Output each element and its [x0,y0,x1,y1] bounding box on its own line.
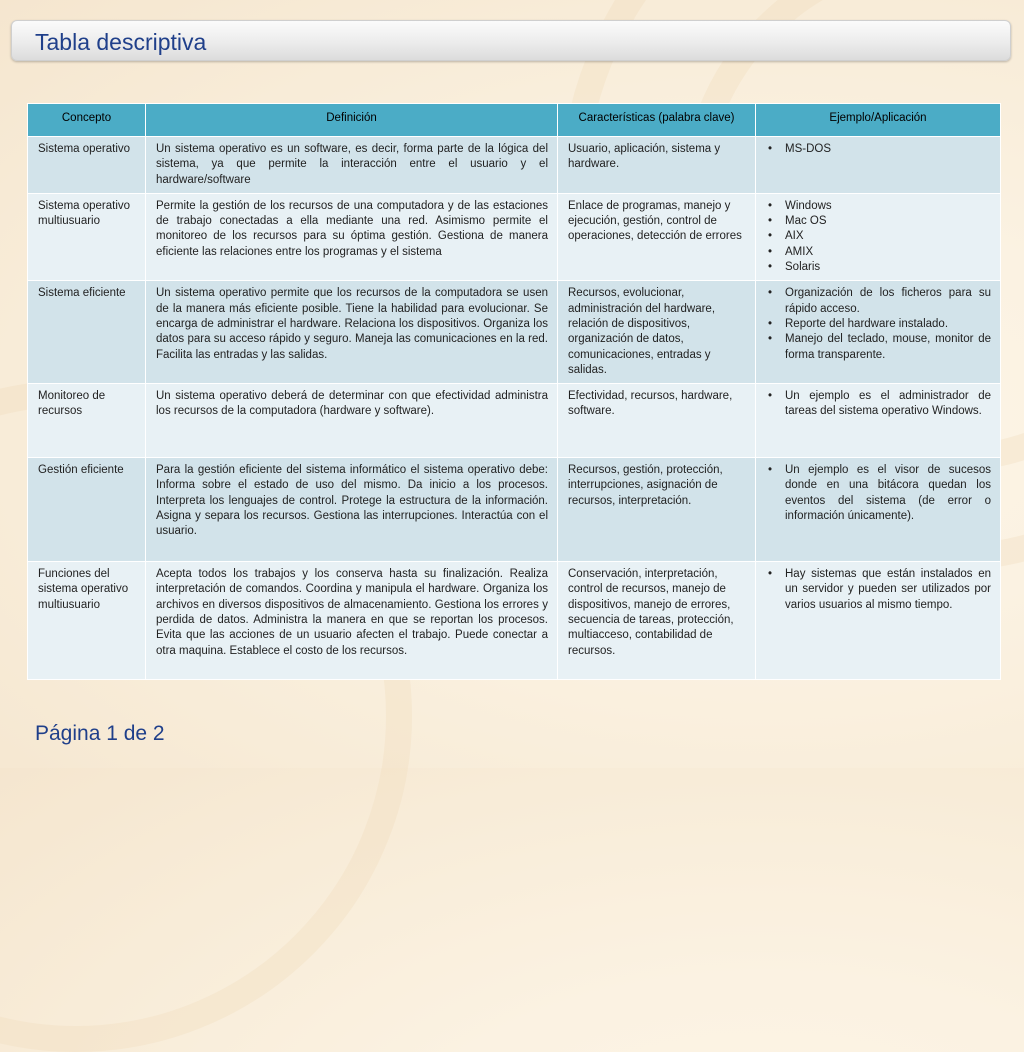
example-list [766,567,991,613]
cell-ejemplo [756,562,1001,680]
list-item: • Reporte del hardware instalado. [785,317,991,332]
example-list [766,389,991,420]
cell-definicion: Acepta todos los trabajos y los conserva hasta su finalización. Realiza interpretación de comandos. Coordina y manipula el hardware. Organiza los archivos en diversos dispositivos de almacenamiento. Gestiona los errores y perdida de datos. Administra la manera en que se reportan los procesos. Evita que las acciones de un usuario afecten el trabajo. Puede conectar a otra maquina. Establece el costo de los recursos. [146,562,558,680]
description-table [27,103,1001,680]
cell-ejemplo [756,193,1001,280]
example-list [766,142,991,157]
list-item: • Un ejemplo es el visor de sucesos donde en una bitácora quedan los eventos del sistema (de error o información únicamente). [785,463,991,524]
header-definicion: Definición [146,104,558,137]
table-row [28,562,1001,680]
cell-definicion: Un sistema operativo es un software, es decir, forma parte de la lógica del sistema, ya que permite la interacción entre el usuario y el hardware/software [146,137,558,194]
list-item: • Windows [785,199,991,214]
cell-concepto: Funciones del sistema operativo multiusuario [28,562,146,680]
cell-caracteristicas: Recursos, gestión, protección, interrupciones, asignación de recursos, interpretación. [558,458,756,562]
slide-title: Tabla descriptiva [35,29,207,55]
page-indicator: Página 1 de 2 [35,722,165,745]
table-row [28,137,1001,194]
list-item: • Hay sistemas que están instalados en un servidor y pueden ser utilizados por varios usuarios al mismo tiempo. [785,567,991,613]
cell-definicion: Para la gestión eficiente del sistema informático el sistema operativo debe: Informa sobre el estado de uso del mismo. Da inicio a los procesos. Interpreta los lenguajes de control. Protege la estructura de la información. Asigna y separa los recursos. Gestiona las interrupciones. Interactúa con el usuario. [146,458,558,562]
cell-definicion: Permite la gestión de los recursos de una computadora y de las estaciones de trabajo conectadas a ella mediante una red. Asimismo permite el monitoreo de los recursos para su óptima gestión. Gestiona de manera eficiente las relaciones entre los programas y el sistema [146,193,558,280]
cell-ejemplo [756,137,1001,194]
example-list [766,199,991,275]
list-item: • Organización de los ficheros para su rápido acceso. [785,286,991,317]
cell-ejemplo [756,458,1001,562]
example-list [766,463,991,524]
list-item: • Un ejemplo es el administrador de tareas del sistema operativo Windows. [785,389,991,420]
example-list [766,286,991,362]
cell-caracteristicas: Recursos, evolucionar, administración del hardware, relación de dispositivos, organización de datos, comunicaciones, entradas y salidas. [558,281,756,384]
table-row [28,193,1001,280]
table-row [28,281,1001,384]
list-item: • AIX [785,229,991,244]
header-ejemplo: Ejemplo/Aplicación [756,104,1001,137]
list-item: • Manejo del teclado, mouse, monitor de forma transparente. [785,332,991,363]
cell-ejemplo [756,384,1001,458]
cell-concepto: Sistema eficiente [28,281,146,384]
cell-concepto: Monitoreo de recursos [28,384,146,458]
cell-concepto: Sistema operativo [28,137,146,194]
cell-definicion: Un sistema operativo deberá de determinar con que efectividad administra los recursos de la computadora (hardware y software). [146,384,558,458]
cell-caracteristicas: Enlace de programas, manejo y ejecución, gestión, control de operaciones, detección de errores [558,193,756,280]
cell-definicion: Un sistema operativo permite que los recursos de la computadora se usen de la manera más eficiente posible. Tiene la habilidad para evolucionar. Se encarga de administrar el hardware. Relaciona los dispositivos. Organiza los datos para su acceso rápido y seguro. Maneja las comunicaciones en la red. Facilita las entradas y las salidas. [146,281,558,384]
table-header-row [28,104,1001,137]
list-item: • Solaris [785,260,991,275]
cell-caracteristicas: Conservación, interpretación, control de recursos, manejo de dispositivos, manejo de errores, secuencia de tareas, protección, multiacceso, contabilidad de recursos. [558,562,756,680]
table-row [28,458,1001,562]
cell-caracteristicas: Efectividad, recursos, hardware, software. [558,384,756,458]
cell-ejemplo [756,281,1001,384]
list-item: • MS-DOS [785,142,991,157]
cell-concepto: Sistema operativo multiusuario [28,193,146,280]
header-concepto: Concepto [28,104,146,137]
list-item: • AMIX [785,245,991,260]
table-row [28,384,1001,458]
title-bar [11,20,1011,61]
cell-caracteristicas: Usuario, aplicación, sistema y hardware. [558,137,756,194]
cell-concepto: Gestión eficiente [28,458,146,562]
list-item: • Mac OS [785,214,991,229]
header-caracteristicas: Características (palabra clave) [558,104,756,137]
